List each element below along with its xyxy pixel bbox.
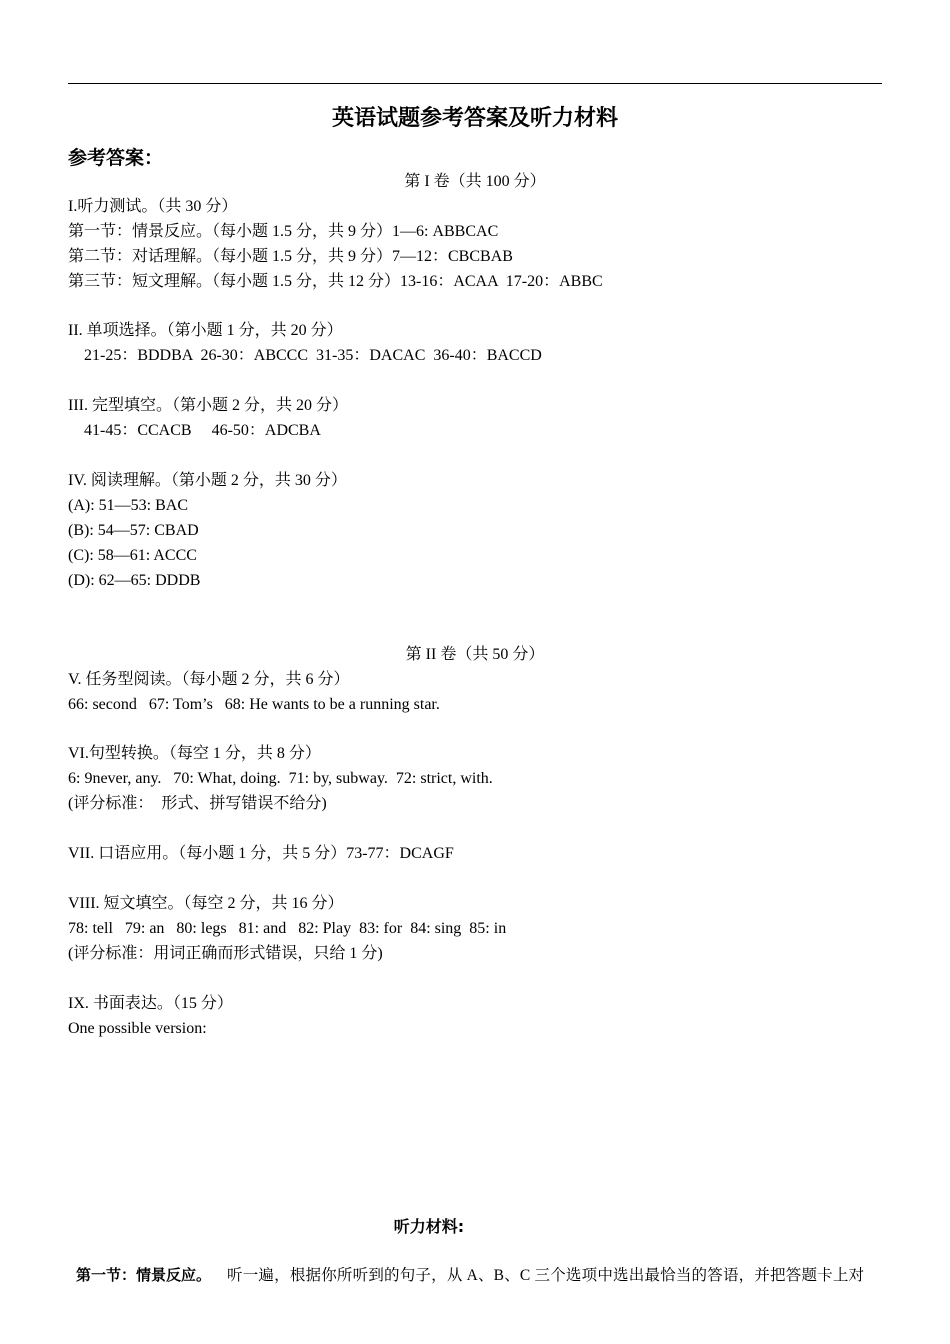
transform-note: (评分标准： 形式、拼写错误不给分) (68, 795, 327, 812)
transform-heading: VI.句型转换。（每空 1 分，共 8 分） (68, 745, 321, 762)
part2-heading: 第 II 卷（共 50 分） (405, 646, 545, 663)
writing-heading: IX. 书面表达。（15 分） (68, 995, 233, 1012)
reading-item-b: (B): 54—57: CBAD (68, 522, 199, 539)
fill-note: (评分标准：用词正确而形式错误，只给 1 分) (68, 945, 383, 962)
reading-heading: IV. 阅读理解。（第小题 2 分，共 30 分） (68, 472, 347, 489)
task-reading-heading: V. 任务型阅读。（每小题 2 分，共 6 分） (68, 671, 350, 688)
listening-material-title: 听力材料: (393, 1217, 465, 1236)
answers-heading: 参考答案： (68, 147, 164, 169)
reading-item-d: (D): 62—65: DDDB (68, 572, 201, 589)
cloze-heading: III. 完型填空。（第小题 2 分，共 20 分） (68, 397, 348, 414)
section-1-label: 第一节：情景反应。 (76, 1266, 212, 1284)
listening-section-2: 第二节：对话理解。（每小题 1.5 分，共 9 分）7—12：CBCBAB (68, 248, 513, 265)
reading-item-c: (C): 58—61: ACCC (68, 547, 197, 564)
writing-line: One possible version: (68, 1020, 207, 1037)
listening-section-1-intro (68, 1242, 864, 1287)
single-choice-heading: II. 单项选择。（第小题 1 分，共 20 分） (68, 322, 343, 339)
listening-section-3: 第三节：短文理解。（每小题 1.5 分，共 12 分）13-16：ACAA 17-20：ABBC (68, 273, 603, 290)
reading-item-a: (A): 51—53: BAC (68, 497, 188, 514)
fill-heading: VIII. 短文填空。（每空 2 分，共 16 分） (68, 895, 344, 912)
listening-heading: I.听力测试。（共 30 分） (68, 198, 238, 215)
listening-section-1: 第一节：情景反应。（每小题 1.5 分，共 9 分）1—6: ABBCAC (68, 223, 499, 240)
oral-line: VII. 口语应用。（每小题 1 分，共 5 分）73-77：DCAGF (68, 845, 454, 862)
fill-answers: 78: tell 79: an 80: legs 81: and 82: Play 83: for 84: sing 85: in (68, 920, 507, 937)
cloze-answers: 41-45：CCACB 46-50：ADCBA (84, 422, 321, 439)
single-choice-answers: 21-25：BDDBA 26-30：ABCCC 31-35：DACAC 36-40：BACCD (84, 347, 542, 364)
section-1-text: 听一遍，根据你所听到的句子，从 A、B、C 三个选项中选出最恰当的答语，并把答题卡上对 (227, 1267, 865, 1284)
part1-heading: 第 I 卷（共 100 分） (404, 173, 546, 190)
transform-answers: 6: 9never, any. 70: What, doing. 71: by, subway. 72: strict, with. (68, 770, 493, 787)
top-rule (68, 83, 882, 84)
page-title: 英语试题参考答案及听力材料 (331, 106, 618, 131)
task-reading-answers: 66: second 67: Tom’s 68: He wants to be a running star. (68, 696, 440, 713)
